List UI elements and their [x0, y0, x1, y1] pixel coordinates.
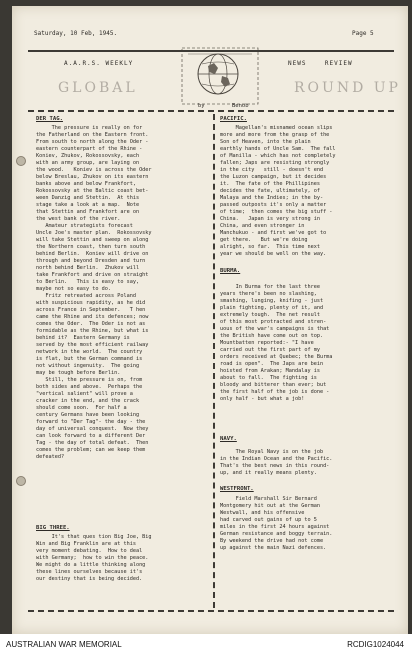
der-tag-line: formidable as the Rhine, but what is — [36, 328, 149, 334]
page-rule-bottom — [28, 610, 394, 612]
der-tag-line: through and beyond Dresden and turn — [36, 258, 146, 264]
der-tag-line: across France in September. T hen — [36, 307, 146, 313]
pacific-line: of time; then comes the big stuff - — [220, 209, 333, 215]
pacific-line: more and more from the grasp of the — [220, 132, 330, 138]
westfront-line: Westwall, and his offensive — [220, 510, 305, 516]
archive-reference: RCDIG1024044 — [347, 640, 404, 649]
pacific-line: China. Japan is very strong in — [220, 216, 320, 222]
pacific-line: it. The fate of the Phillipines — [220, 181, 320, 187]
der-tag-line: the west bank of the river. — [36, 216, 121, 222]
der-tag-line: comes the problem; can we keep them — [36, 447, 146, 453]
masthead-rule-top — [28, 50, 394, 52]
pacific-line: Manchukuo - and first we've got to — [220, 230, 327, 236]
pacific-line: year we should be well on the way. — [220, 251, 327, 257]
pacific-line: Malaya and the Indies; in the by- — [220, 195, 324, 201]
pacific-line: alright, so far. This time next — [220, 244, 320, 250]
der-tag-line: can look forward to a different Der — [36, 433, 146, 439]
der-tag-line: banks above and below Frankfort, — [36, 181, 136, 187]
der-tag-line: the Fatherland on the Eastern front. — [36, 132, 149, 138]
navy-line: in the Indian Ocean and the Pacific. — [220, 456, 333, 462]
banner-global: GLOBAL — [58, 80, 138, 96]
burma-line: the British have come out on top. — [220, 333, 324, 339]
der-tag-line: behind Berlin. Koniev will drive on — [36, 251, 149, 257]
heading-big-three: BIG THREE. — [36, 525, 70, 531]
pacific-line: decides the fate, ultimately, of — [220, 188, 320, 194]
der-tag-line: the wood. Koniev is across the Oder — [36, 167, 152, 173]
big-three-line: very moment debating. How to deal — [36, 548, 143, 554]
pacific-line: Son of Heaven, into the plain — [220, 139, 311, 145]
page-number: Page 5 — [352, 30, 374, 37]
der-tag-line: ween Danzig and Stettin. At this — [36, 195, 140, 201]
der-tag-line: to Berlin. This is easy to say, — [36, 279, 140, 285]
der-tag-line: below Breslau, Zhukov on its eastern — [36, 174, 149, 180]
pacific-line: get there. But we're doing — [220, 237, 308, 243]
burma-line: carried out the first part of my — [220, 347, 320, 353]
der-tag-line: forward to "Der Tag"- the day - the — [36, 419, 146, 425]
heading-burma: BURMA. — [220, 268, 241, 274]
burma-line: orders received at Quebec; the Burma — [220, 354, 333, 360]
westfront-line: miles in the first 24 hours against — [220, 524, 330, 530]
der-tag-line: network in the world. The country — [36, 349, 143, 355]
byline-by: by — [198, 103, 205, 109]
column-divider — [213, 114, 215, 608]
burma-line: smashing, lunging, knifing - just — [220, 298, 324, 304]
big-three-line: We might do a little thinking along — [36, 562, 146, 568]
der-tag-line: should come soon. For half a — [36, 405, 127, 411]
der-tag-line: day of universal conquest. Now they — [36, 426, 149, 432]
der-tag-line: Still, the pressure is on, from — [36, 377, 143, 383]
westfront-line: By weekend the drive had not come — [220, 538, 324, 544]
der-tag-line: the Northern coast, then turn south — [36, 244, 146, 250]
pacific-line: the Luzon campaign, but it decides — [220, 174, 327, 180]
masthead-rule-bottom — [28, 110, 394, 112]
punch-hole — [16, 476, 26, 486]
westfront-line: had carved out gains of up to 5 — [220, 517, 317, 523]
der-tag-line: not without ingenuity. The going — [36, 363, 140, 369]
der-tag-line: may be tough before Berlin. — [36, 370, 121, 376]
der-tag-line: stage take a look at a map. Note — [36, 202, 140, 208]
burma-line: In Burma for the last three — [220, 284, 320, 290]
burma-line: bloody and bitterer than ever; but — [220, 382, 327, 388]
burma-line: plain fighting, plenty of it, and — [220, 305, 324, 311]
burma-line: the first half of the job is done - — [220, 389, 330, 395]
der-tag-line: Amateur strategists forecast — [36, 223, 133, 229]
publication-title-left: A.A.R.S. WEEKLY — [64, 60, 134, 67]
burma-line: only half - but what a job! — [220, 396, 305, 402]
navy-line: That's the best news in this round- — [220, 463, 330, 469]
der-tag-line: maybe not so easy to do. — [36, 286, 111, 292]
der-tag-line: The pressure is really on for — [36, 125, 143, 131]
der-tag-line: that Stettin and Frankfort are on — [36, 209, 140, 215]
burma-line: uous of the war's campaigns is that — [220, 326, 330, 332]
der-tag-line: From south to north along the Oder - — [36, 139, 149, 145]
der-tag-line: "vertical salient" will prove a — [36, 391, 133, 397]
pacific-line: China, and even stronger in — [220, 223, 305, 229]
navy-line: up, and it really means plenty. — [220, 470, 317, 476]
der-tag-line: both sides and above. Perhaps the — [36, 384, 143, 390]
der-tag-line: Rokossovsky at the Baltic coast bet- — [36, 188, 149, 194]
westfront-line: German resistance and boggy terrain. — [220, 531, 333, 537]
burma-line: Mountbatten reported:- "I have — [220, 340, 314, 346]
der-tag-line: with suspicious rapidity, as he did — [36, 300, 146, 306]
burma-line: hoisted from Arakan; Mandalay is — [220, 368, 320, 374]
burma-line: about to fall. The fighting is — [220, 375, 317, 381]
der-tag-line: defeated? — [36, 454, 65, 460]
publication-title-right: NEWS REVIEW — [288, 60, 353, 67]
burma-line: years there's been no slashing, — [220, 291, 317, 297]
der-tag-line: Koniev, Zhukov, Rokossovsky, each — [36, 153, 140, 159]
big-three-line: It's that ques tion Big Joe, Big — [36, 534, 152, 540]
der-tag-line: with an army group, are laying on — [36, 160, 140, 166]
pacific-line: earthly hands of Uncle Sam. The fall — [220, 146, 336, 152]
globe-illustration — [180, 44, 260, 106]
der-tag-line: is flat, but the German command is — [36, 356, 143, 362]
der-tag-line: eastern counterpart of the Rhine - — [36, 146, 143, 152]
der-tag-line: comes the Oder. The Oder is not as — [36, 321, 146, 327]
pacific-line: Magellan's misnamed ocean slips — [220, 125, 333, 131]
der-tag-line: came the Rhine and its defences; now — [36, 314, 149, 320]
navy-line: The Royal Navy is on the job — [220, 449, 324, 455]
big-three-line: our destiny that is being decided. — [36, 576, 143, 582]
issue-date: Saturday, 10 Feb, 1945. — [34, 30, 118, 37]
der-tag-line: cracker in the end, and the crack — [36, 398, 140, 404]
pacific-line: of Manilla - which has not completely — [220, 153, 336, 159]
der-tag-line: take Frankfort and drive on straight — [36, 272, 149, 278]
der-tag-line: behind it? Eastern Germany is — [36, 335, 130, 341]
pacific-line: passed outposts it's only a matter — [220, 202, 327, 208]
der-tag-line: Fritz retreated across Poland — [36, 293, 136, 299]
heading-der-tag: DER TAG. — [36, 116, 63, 122]
der-tag-line: Tag - the day of total defeat. Then — [36, 440, 149, 446]
burma-line: of this most protracted and stren- — [220, 319, 327, 325]
pacific-line: fallen; Japs are resisting strongly — [220, 160, 330, 166]
big-three-line: these lines ourselves because it's — [36, 569, 143, 575]
westfront-line: Montgomery hit out at the German — [220, 503, 320, 509]
punch-hole — [16, 156, 26, 166]
der-tag-line: north behind Berlin. Zhukov will — [36, 265, 140, 271]
big-three-line: with Germany; how to win the peace. — [36, 555, 149, 561]
der-tag-line: century Germans have been looking — [36, 412, 140, 418]
westfront-line: Field Marshall Sir Bernard — [220, 496, 317, 502]
westfront-line: up against the main Nazi defences. — [220, 545, 327, 551]
newsletter-page — [12, 6, 408, 634]
heading-pacific: PACIFIC. — [220, 116, 247, 122]
byline-author: Benob — [232, 103, 249, 109]
archive-name: AUSTRALIAN WAR MEMORIAL — [6, 640, 122, 649]
banner-round-up: ROUND UP — [294, 80, 401, 96]
der-tag-line: will take Stettin and sweep on along — [36, 237, 149, 243]
der-tag-line: served by the most efficient railway — [36, 342, 149, 348]
pacific-line: in the city still - doesn't end — [220, 167, 324, 173]
burma-line: road is open". The Japs are bein — [220, 361, 324, 367]
der-tag-line: Uncle Joe's master plan. Rokossovsky — [36, 230, 152, 236]
big-three-line: Win and Big Franklin are at this — [36, 541, 136, 547]
heading-westfront: WESTFRONT. — [220, 486, 254, 492]
burma-line: extremely tough. The net result — [220, 312, 320, 318]
heading-navy: NAVY. — [220, 436, 237, 442]
archive-footer — [0, 634, 412, 654]
